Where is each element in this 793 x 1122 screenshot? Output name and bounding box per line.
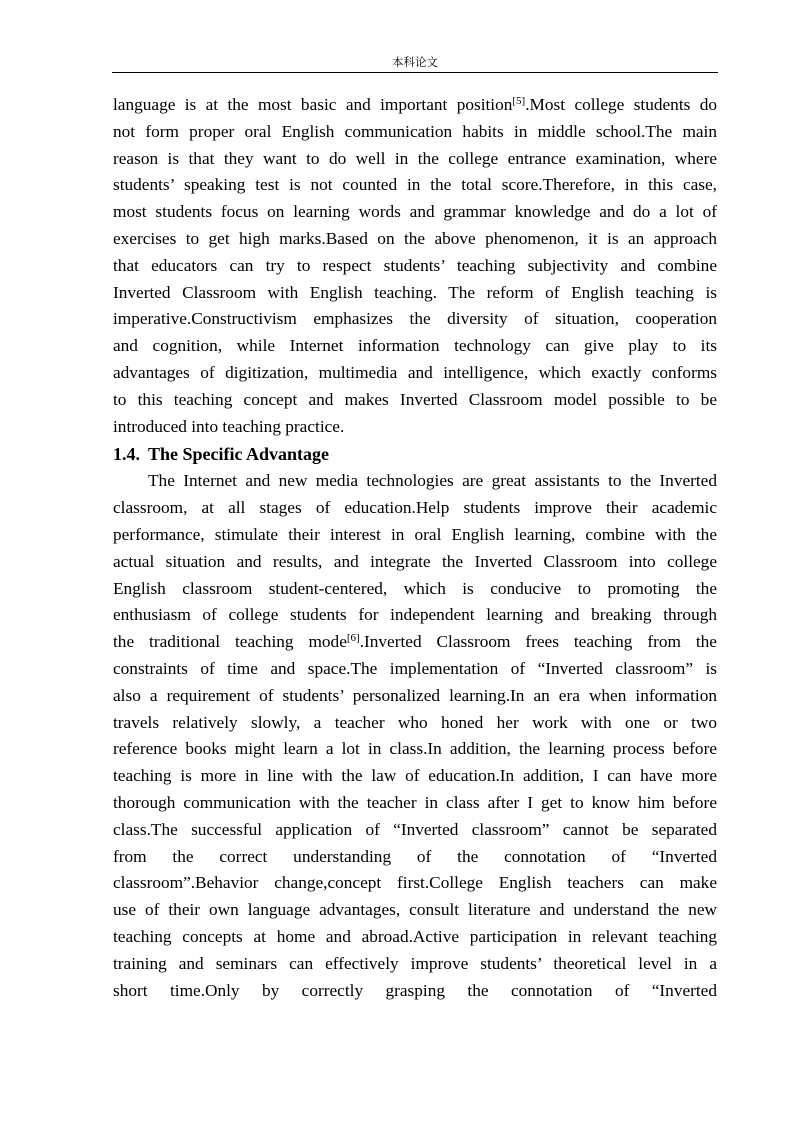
text-line bbox=[113, 92, 717, 119]
text-line bbox=[113, 763, 717, 790]
text-segment: most students focus on learning words and grammar knowledge and do a lot of bbox=[113, 202, 717, 222]
text-segment: also a requirement of students’ personalized learning.In an era when information bbox=[113, 685, 717, 705]
text-line bbox=[113, 280, 717, 307]
text-line bbox=[113, 897, 717, 924]
citation-marker: [5] bbox=[512, 95, 526, 107]
text-segment: introduced into teaching practice. bbox=[113, 416, 345, 436]
text-segment: class.The successful application of “Inverted classroom” cannot be separated bbox=[113, 819, 717, 839]
text-segment: reason is that they want to do well in the college entrance examination, where bbox=[113, 148, 717, 168]
text-segment: from the correct understanding of the connotation of “Inverted bbox=[113, 846, 717, 866]
text-segment: English classroom student-centered, which is conducive to promoting the bbox=[113, 578, 717, 598]
text-segment: teaching is more in line with the law of education.In addition, I can have more bbox=[113, 766, 717, 786]
text-line bbox=[113, 414, 717, 441]
text-segment: use of their own language advantages, consult literature and understand the new bbox=[113, 900, 717, 920]
text-line bbox=[113, 978, 717, 1005]
text-line bbox=[113, 468, 717, 495]
page-header-title: 本科论文 bbox=[392, 57, 438, 69]
header-divider bbox=[112, 72, 718, 73]
text-line bbox=[113, 790, 717, 817]
text-line bbox=[113, 333, 717, 360]
text-segment: constraints of time and space.The implementation of “Inverted classroom” is bbox=[113, 658, 717, 678]
text-segment: The Internet and new media technologies are great assistants to the Inverted bbox=[148, 471, 717, 491]
text-line bbox=[113, 172, 717, 199]
text-segment: short time.Only by correctly grasping the connotation of “Inverted bbox=[113, 980, 717, 1000]
text-segment: actual situation and results, and integrate the Inverted Classroom into college bbox=[113, 551, 717, 571]
text-line bbox=[113, 683, 717, 710]
text-line bbox=[113, 360, 717, 387]
text-line bbox=[113, 387, 717, 414]
text-line bbox=[113, 576, 717, 603]
text-segment: advantages of digitization, multimedia and intelligence, which exactly conforms bbox=[113, 362, 717, 382]
text-segment: enthusiasm of college students for independent learning and breaking through bbox=[113, 605, 717, 625]
text-line bbox=[113, 844, 717, 871]
text-segment: students’ speaking test is not counted in the total score.Therefore, in this case, bbox=[113, 175, 717, 195]
text-line bbox=[113, 602, 717, 629]
section-heading bbox=[113, 440, 717, 468]
body-paragraph bbox=[113, 92, 717, 440]
citation-marker: [6] bbox=[346, 632, 360, 645]
text-line bbox=[113, 924, 717, 951]
text-line bbox=[113, 522, 717, 549]
text-segment: classroom, at all stages of education.Help students improve their academic bbox=[113, 498, 717, 518]
text-segment: classroom”.Behavior change,concept first.College English teachers can make bbox=[113, 873, 717, 893]
text-line bbox=[113, 629, 717, 656]
text-segment: and cognition, while Internet information technology can give play to its bbox=[113, 336, 717, 356]
text-segment: travels relatively slowly, a teacher who honed her work with one or two bbox=[113, 712, 717, 732]
text-segment: to this teaching concept and makes Inverted Classroom model possible to be bbox=[113, 389, 717, 409]
text-line bbox=[113, 495, 717, 522]
text-line bbox=[113, 951, 717, 978]
text-line bbox=[113, 306, 717, 333]
body-paragraph bbox=[113, 468, 717, 1004]
text-segment: exercises to get high marks.Based on the above phenomenon, it is an approach bbox=[113, 228, 717, 248]
text-segment: Inverted Classroom with English teaching. The reform of English teaching is bbox=[113, 282, 717, 302]
text-line bbox=[113, 656, 717, 683]
text-line bbox=[113, 146, 717, 173]
section-number: 1.4. bbox=[113, 444, 140, 465]
section-title: The Specific Advantage bbox=[148, 444, 330, 465]
text-line bbox=[113, 870, 717, 897]
text-segment: training and seminars can effectively improve students’ theoretical level in a bbox=[113, 953, 717, 973]
text-segment: teaching concepts at home and abroad.Active participation in relevant teaching bbox=[113, 926, 717, 946]
text-segment: .Most college students do bbox=[525, 95, 717, 114]
text-segment: imperative.Constructivism emphasizes the diversity of situation, cooperation bbox=[113, 309, 717, 329]
text-segment: not form proper oral English communication habits in middle school.The main bbox=[113, 121, 717, 141]
text-line bbox=[113, 549, 717, 576]
text-segment: .Inverted Classroom frees teaching from the bbox=[359, 632, 717, 652]
text-segment: reference books might learn a lot in class.In addition, the learning process before bbox=[113, 739, 717, 759]
text-line bbox=[113, 710, 717, 737]
text-line bbox=[113, 226, 717, 253]
text-segment: language is at the most basic and important position bbox=[113, 95, 513, 114]
text-segment: the traditional teaching mode bbox=[113, 632, 347, 652]
text-segment: thorough communication with the teacher in class after I get to know him before bbox=[113, 792, 717, 812]
text-line bbox=[113, 253, 717, 280]
document-body bbox=[113, 92, 717, 1004]
text-segment: performance, stimulate their interest in oral English learning, combine with the bbox=[113, 524, 717, 544]
text-segment: that educators can try to respect students’ teaching subjectivity and combine bbox=[113, 255, 717, 275]
text-line bbox=[113, 736, 717, 763]
text-line bbox=[113, 119, 717, 146]
text-line bbox=[113, 199, 717, 226]
text-line bbox=[113, 817, 717, 844]
